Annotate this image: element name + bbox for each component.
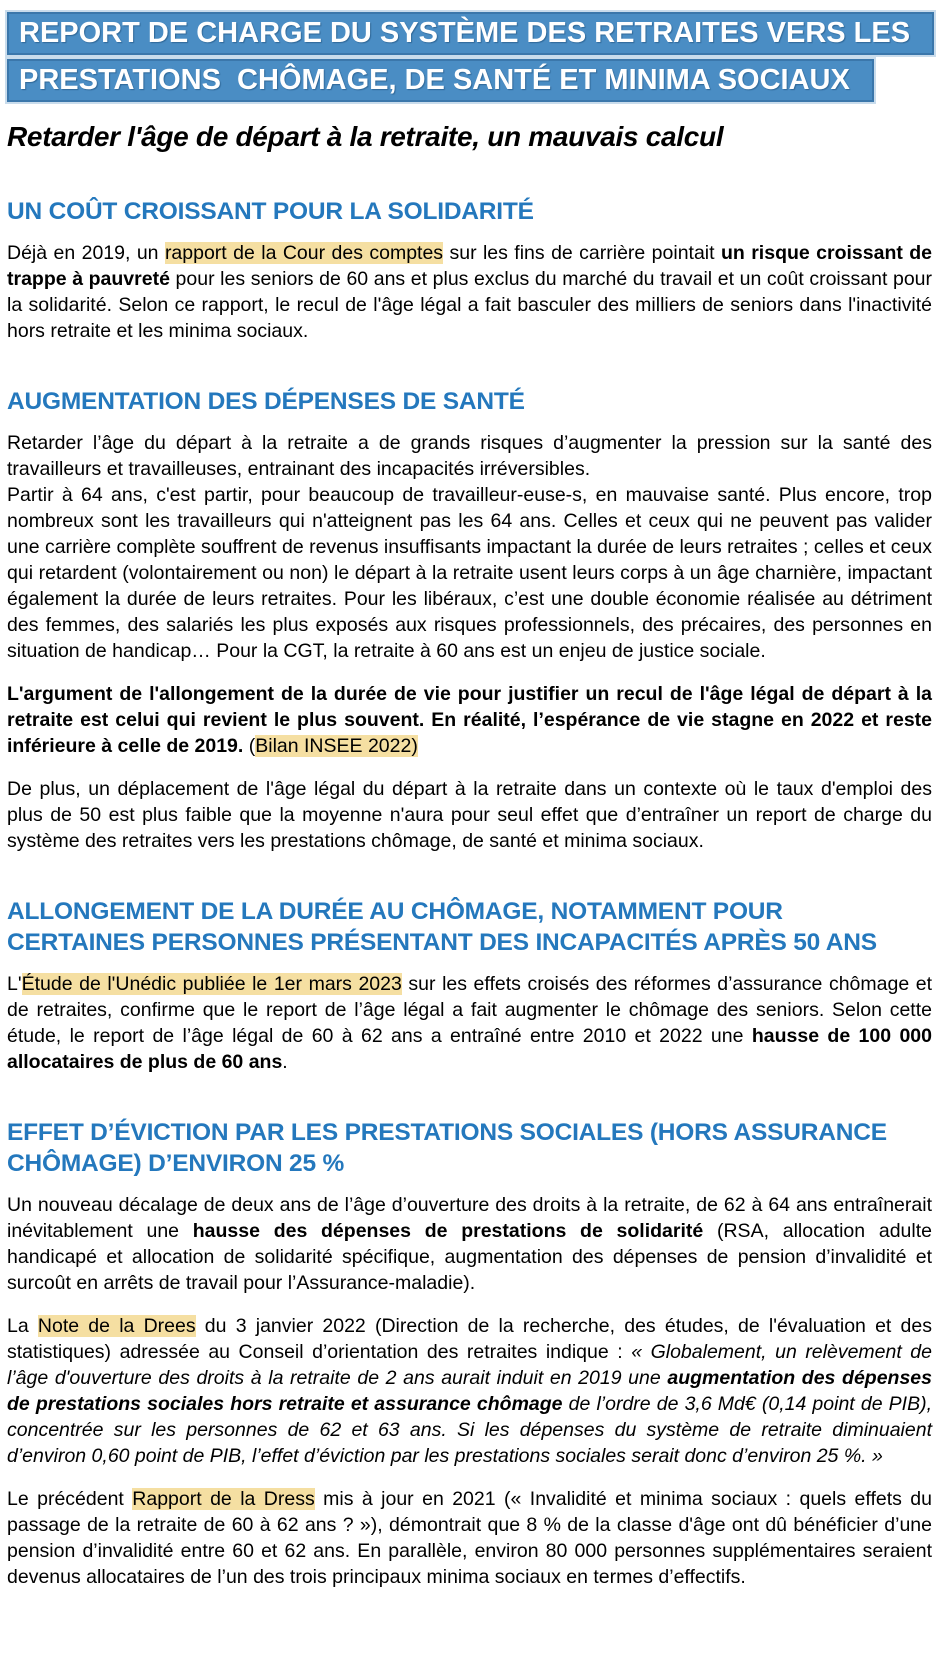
- paragraph: [7, 681, 932, 759]
- text-run: Le précédent: [7, 1488, 133, 1510]
- section-effet-eviction: [7, 1117, 932, 1590]
- paragraph: [7, 1486, 932, 1590]
- text-run: hausse de 100 000 allocataires de plus de 60 ans: [7, 1025, 932, 1073]
- highlighted-reference[interactable]: rapport de la Cour des comptes: [164, 242, 444, 264]
- section-depenses-sante: [7, 386, 932, 854]
- paragraph: [7, 1192, 932, 1296]
- title-banner-line-1: REPORT DE CHARGE DU SYSTÈME DES RETRAITES VERS LES: [7, 12, 934, 55]
- paragraph: [7, 776, 932, 854]
- highlighted-reference[interactable]: Note de la Drees: [37, 1315, 196, 1337]
- section-cout-croissant: [7, 196, 932, 344]
- text-run: L'argument de l'allongement de la durée de vie pour justifier un recul de l'âge légal de départ à la retraite est celui qui revient le plus souvent. En réalité, l’espérance de vie stagne en 2022 et reste inférieure à celle de 2019.: [7, 683, 932, 757]
- text-run: Déjà en 2019, un: [7, 242, 165, 264]
- text-run: Un nouveau décalage de deux ans de l’âge d’ouverture des droits à la retraite, de 62 à 64 ans entraînerait inévitablement une: [7, 1194, 932, 1242]
- section-heading: UN COÛT CROISSANT POUR LA SOLIDARITÉ: [7, 198, 534, 225]
- text-run: (: [243, 735, 256, 757]
- text-run: sur les fins de carrière pointait: [443, 242, 721, 264]
- text-run: L': [7, 973, 22, 995]
- highlighted-reference[interactable]: Bilan INSEE 2022): [255, 735, 418, 757]
- text-run: De plus, un déplacement de l'âge légal du départ à la retraite dans un contexte où le taux d'emploi des plus de 50 est plus faible que la moyenne n'aura pour seul effet que d’entraîner un report de charge du système des retraites vers les prestations chômage, de santé et minima sociaux.: [7, 778, 932, 852]
- title-banner: [7, 12, 932, 102]
- text-run: « Globalement, un relèvement de l’âge d'ouverture des droits à la retraite de 2 ans aurait induit en 2019 une: [7, 1341, 932, 1389]
- paragraph: [7, 430, 932, 482]
- text-run: du 3 janvier 2022 (Direction de la recherche, des études, de l'évaluation et des statistiques) adressée au Conseil d’orientation des retraites indique :: [7, 1315, 932, 1363]
- text-run: Retarder l’âge du départ à la retraite a de grands risques d’augmenter la pression sur la santé des travailleurs et travailleuses, entrainant des incapacités irréversibles.: [7, 432, 932, 480]
- text-run: pour les seniors de 60 ans et plus exclus du marché du travail et un coût croissant pour la solidarité. Selon ce rapport, le recul de l'âge légal a fait basculer des milliers de seniors dans l'inactivité hors retraite et les minima sociaux.: [7, 268, 933, 342]
- paragraph: [7, 240, 932, 344]
- section-heading: AUGMENTATION DES DÉPENSES DE SANTÉ: [7, 388, 525, 415]
- section-heading: EFFET D’ÉVICTION PAR LES PRESTATIONS SOCIALES (HORS ASSURANCE CHÔMAGE) D’ENVIRON 25 %: [7, 1119, 887, 1177]
- highlighted-reference[interactable]: Étude de l'Unédic publiée le 1er mars 2023: [21, 973, 402, 995]
- section-heading: ALLONGEMENT DE LA DURÉE AU CHÔMAGE, NOTAMMENT POUR CERTAINES PERSONNES PRÉSENTANT DES INCAPACITÉS APRÈS 50 ANS: [7, 898, 877, 956]
- paragraph: [7, 1313, 932, 1469]
- text-run: hausse des dépenses de prestations de solidarité: [192, 1220, 704, 1242]
- text-run: Partir à 64 ans, c'est partir, pour beaucoup de travailleur-euse-s, en mauvaise santé. Plus encore, trop nombreux sont les travailleurs qui n'atteignent pas les 64 ans. Celles et ceux qui ne peuvent pas valider une carrière complète souffrent de revenus insuffisants impactant la durée de leurs retraites ; celles et ceux qui retardent (volontairement ou non) le départ à la retraite usent leurs corps à un âge charnière, impactant également la durée de leurs retraites. Pour les libéraux, c’est une double économie réalisée au détriment des femmes, des salariés les plus exposés aux risques professionnels, des précaires, des personnes en situation de handicap… Pour la CGT, la retraite à 60 ans est un enjeu de justice sociale.: [7, 484, 932, 662]
- text-run: sur les effets croisés des réformes d’assurance chômage et de retraites, confirme que le report de l’âge légal a fait augmenter le chômage des seniors. Selon cette étude, le report de l’âge légal de 60 à 62 ans a entraîné entre 2010 et 2022 une: [7, 973, 932, 1047]
- title-banner-line-2: PRESTATIONS CHÔMAGE, DE SANTÉ ET MINIMA SOCIAUX: [7, 59, 874, 102]
- paragraph: [7, 482, 932, 664]
- text-run: de l’ordre de 3,6 Md€ (0,14 point de PIB), concentrée sur les personnes de 62 et 63 ans. Si les dépenses du système de retraite diminuaient d’environ 0,60 point de PIB, l’effet d’éviction par les prestations sociales serait donc d’environ 25 %. »: [7, 1393, 933, 1467]
- text-run: La: [7, 1315, 38, 1337]
- text-run: augmentation des dépenses de prestations sociales hors retraite et assurance chômage: [7, 1367, 932, 1415]
- paragraph: [7, 971, 932, 1075]
- section-allongement-chomage: [7, 896, 932, 1075]
- text-run: un risque croissant de trappe à pauvreté: [7, 242, 933, 290]
- highlighted-reference[interactable]: Rapport de la Dress: [132, 1488, 315, 1510]
- text-run: .: [282, 1051, 288, 1073]
- text-run: mis à jour en 2021 (« Invalidité et minima sociaux : quels effets du passage de la retraite de 60 à 62 ans ? »), démontrait que 8 % de la classe d'âge ont dû bénéficier d’une pension d’invalidité entre 60 et 62 ans. En parallèle, environ 80 000 personnes supplémentaires seraient devenus allocataires de l’un des trois principaux minima sociaux en termes d’effectifs.: [7, 1488, 932, 1588]
- document-subtitle: Retarder l'âge de départ à la retraite, un mauvais calcul: [7, 121, 724, 152]
- text-run: (RSA, allocation adulte handicapé et allocation de solidarité spécifique, augmentation des dépenses de pension d’invalidité et surcoût en arrêts de travail pour l’Assurance-maladie).: [7, 1220, 932, 1294]
